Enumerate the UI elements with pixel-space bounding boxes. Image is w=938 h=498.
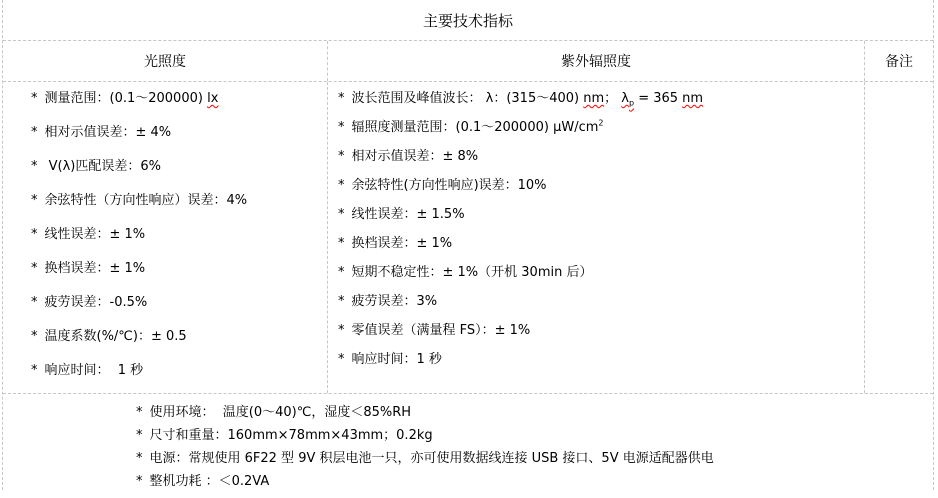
- spec-item: * 疲劳误差：3%: [338, 294, 438, 309]
- column-header-uv-irradiance: [328, 41, 865, 81]
- asterisk-bullet: *: [136, 428, 143, 443]
- column-header-illuminance-label: 光照度: [144, 54, 186, 70]
- spec-item: * 短期不稳定性：± 1%（开机 30min 后）: [338, 265, 593, 280]
- asterisk-bullet: *: [338, 265, 345, 280]
- column-header-illuminance: [3, 41, 328, 81]
- spec-item: * 相对示值误差：± 8%: [338, 149, 479, 164]
- header-row: [3, 41, 933, 82]
- spec-item: * 零值误差（满量程 FS）：± 1%: [338, 323, 531, 338]
- asterisk-bullet: *: [338, 149, 345, 164]
- spec-item: * 换档误差：± 1%: [31, 261, 146, 276]
- remarks-cell-empty: [865, 82, 933, 393]
- asterisk-bullet: *: [31, 159, 38, 174]
- spec-item: * 相对示值误差：± 4%: [31, 125, 172, 140]
- spec-item: * V(λ)匹配误差：6%: [31, 159, 161, 174]
- asterisk-bullet: *: [31, 193, 38, 208]
- column-header-remarks: [865, 41, 933, 81]
- column-header-remarks-label: 备注: [885, 54, 913, 70]
- asterisk-bullet: *: [338, 323, 345, 338]
- asterisk-bullet: *: [31, 329, 38, 344]
- asterisk-bullet: *: [31, 125, 38, 140]
- spec-item: * 响应时间： 1 秒: [31, 363, 144, 378]
- asterisk-bullet: *: [338, 352, 345, 367]
- page-title: 主要技术指标: [422, 11, 513, 30]
- asterisk-bullet: *: [136, 474, 143, 489]
- spec-item: * 余弦特性（方向性响应）误差：4%: [31, 193, 248, 208]
- spec-item: * 线性误差：± 1.5%: [338, 207, 465, 222]
- asterisk-bullet: *: [31, 363, 38, 378]
- spec-item: * 电源：常规使用 6F22 型 9V 积层电池一只，亦可使用数据线连接 USB 接口、5V 电源适配器供电: [136, 451, 714, 466]
- asterisk-bullet: *: [338, 120, 345, 135]
- asterisk-bullet: *: [136, 451, 143, 466]
- spec-item: * 线性误差：± 1%: [31, 227, 146, 242]
- spec-item: * 尺寸和重量：160mm×78mm×43mm；0.2kg: [136, 428, 433, 443]
- spec-item: * 温度系数(%/℃)：± 0.5: [31, 329, 187, 344]
- spec-item: * 波长范围及峰值波长： λ：(315～400) nm； $\lambda_p = 365$ nm: [338, 91, 704, 108]
- column-header-uv-irradiance-label: 紫外辐照度: [561, 54, 631, 70]
- asterisk-bullet: *: [31, 261, 38, 276]
- asterisk-bullet: *: [338, 207, 345, 222]
- spec-item: * 整机功耗 ：＜0.2VA: [136, 474, 270, 489]
- spec-item: * 换档误差：± 1%: [338, 236, 453, 251]
- asterisk-bullet: *: [31, 91, 38, 106]
- body-row: [3, 82, 933, 394]
- spec-item: * 测量范围：(0.1～200000) lx: [31, 91, 219, 106]
- spec-item: * 余弦特性(方向性响应)误差：10%: [338, 178, 547, 193]
- asterisk-bullet: *: [338, 294, 345, 309]
- asterisk-bullet: *: [338, 178, 345, 193]
- asterisk-bullet: *: [136, 405, 143, 420]
- spec-table: [2, 0, 934, 490]
- general-spec-list: [3, 394, 933, 490]
- asterisk-bullet: *: [338, 91, 345, 106]
- spec-item: * 响应时间：1 秒: [338, 352, 442, 367]
- asterisk-bullet: *: [31, 295, 38, 310]
- spec-item: * 辐照度测量范围：(0.1～200000) $\mu W/cm^2$: [338, 118, 604, 135]
- illuminance-spec-list: [3, 82, 328, 393]
- uv-irradiance-spec-list: [328, 82, 865, 393]
- asterisk-bullet: *: [338, 236, 345, 251]
- spec-item: * 疲劳误差：-0.5%: [31, 295, 148, 310]
- spec-item: * 使用环境： 温度(0～40)℃，湿度＜85%RH: [136, 405, 412, 420]
- asterisk-bullet: *: [31, 227, 38, 242]
- title-row: [3, 0, 933, 41]
